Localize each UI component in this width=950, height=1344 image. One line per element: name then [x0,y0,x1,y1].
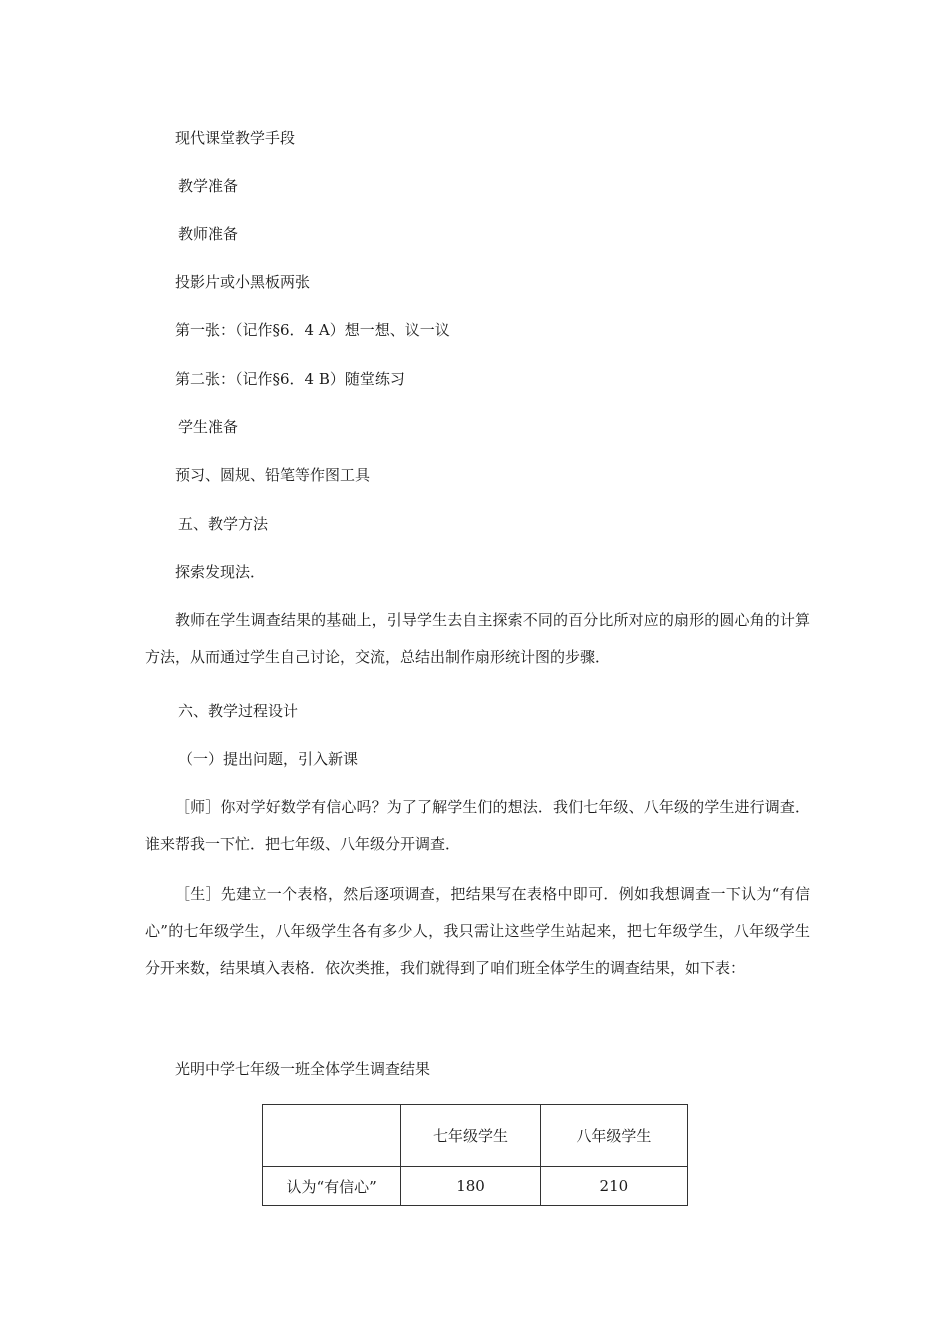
paragraph-teacher-dialogue: ［师］你对学好数学有信心吗？为了了解学生们的想法．我们七年级、八年级的学生进行调查．谁来帮我一下忙．把七年级、八年级分开调查． [145,798,810,853]
text-projection-slides: 投影片或小黑板两张 [175,273,311,291]
text-slide-one: 第一张：（记作§6．4 A）想一想、议一议 [175,321,450,339]
heading-student-preparation: 学生准备 [178,418,239,436]
table-cell: 180 [401,1167,540,1206]
table-title: 光明中学七年级一班全体学生调查结果 [175,1060,431,1078]
heading-teacher-preparation: 教师准备 [178,225,239,243]
survey-results-table [262,1104,688,1206]
table-header-cell: 八年级学生 [540,1105,687,1167]
table-cell: 认为“有信心” [263,1167,401,1206]
heading-modern-teaching-means: 现代课堂教学手段 [175,129,296,147]
table-cell: 210 [540,1167,687,1206]
table-header-cell [263,1105,401,1167]
text-slide-two: 第二张：（记作§6．4 B）随堂练习 [175,370,405,388]
heading-teaching-process: 六、教学过程设计 [178,702,299,720]
paragraph-student-dialogue: ［生］先建立一个表格，然后逐项调查，把结果写在表格中即可．例如我想调查一下认为“有信心”的七年级学生，八年级学生各有多少人，我只需让这些学生站起来，把七年级学生，八年级学生分开来数，结果填入表格．依次类推，我们就得到了咱们班全体学生的调查结果，如下表： [145,885,810,977]
table-row [263,1167,688,1206]
table-header-cell: 七年级学生 [401,1105,540,1167]
text-student-tools: 预习、圆规、铅笔等作图工具 [175,466,371,484]
text-discovery-method: 探索发现法． [175,563,266,581]
heading-raise-question: （一）提出问题，引入新课 [178,750,359,768]
heading-teaching-preparation: 教学准备 [178,177,239,195]
heading-teaching-method: 五、教学方法 [178,515,269,533]
table-header-row [263,1105,688,1167]
paragraph-method-description: 教师在学生调查结果的基础上，引导学生去自主探索不同的百分比所对应的扇形的圆心角的计算方法，从而通过学生自己讨论，交流，总结出制作扇形统计图的步骤． [145,611,810,666]
